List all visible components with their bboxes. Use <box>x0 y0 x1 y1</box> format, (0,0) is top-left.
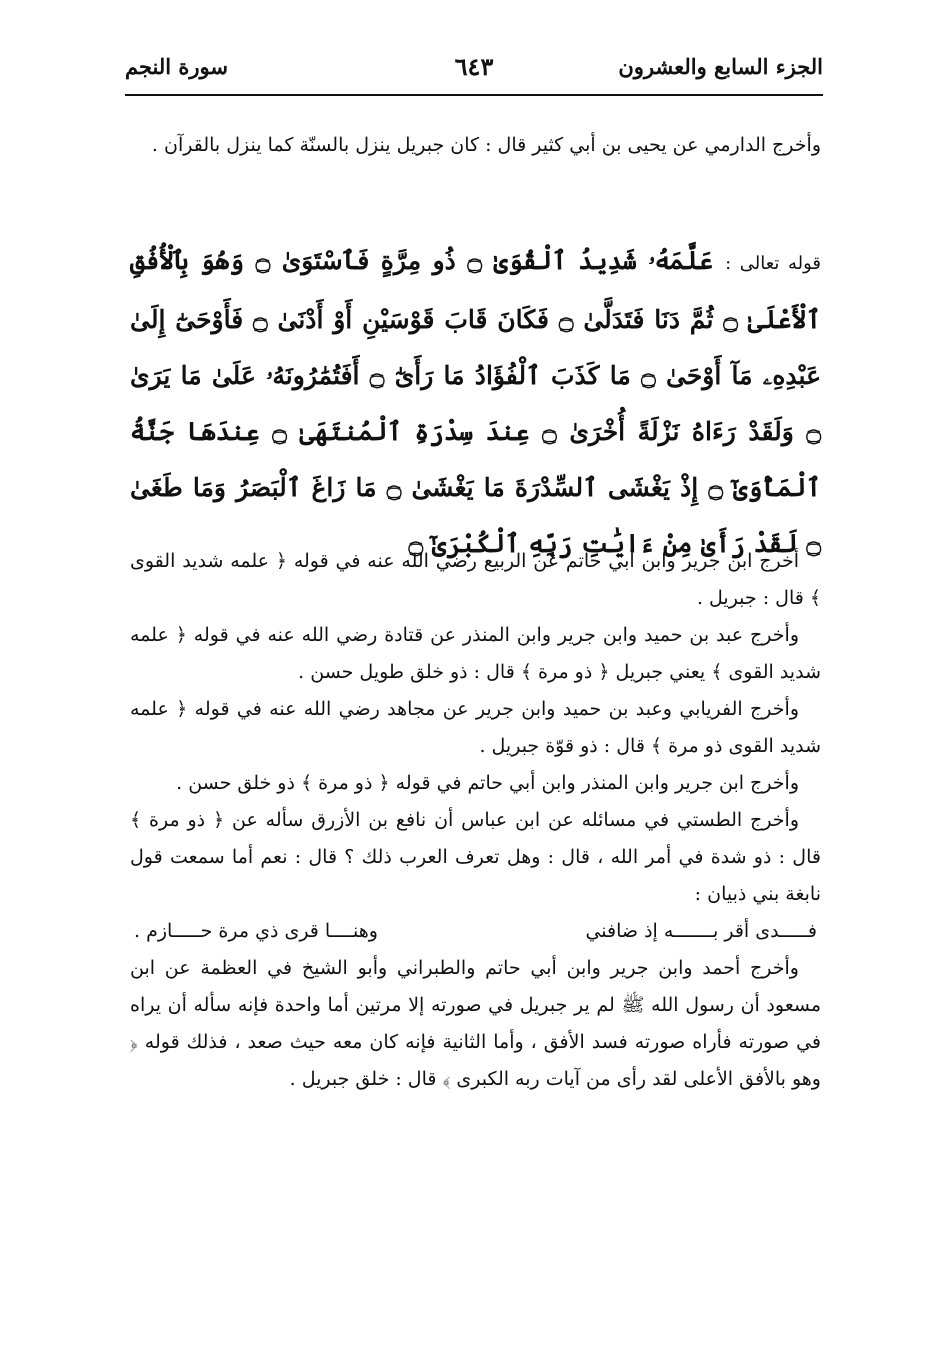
paragraph: وأخرج عبد بن حميد وابن جرير وابن المنذر عن قتادة رضي الله عنه في قوله ﴿ علمه شديد القوى ﴾ يعني جبريل ﴿ ذو مرة ﴾ قال : ذو خلق طويل حسن . <box>130 624 821 683</box>
poem-verse <box>130 913 821 950</box>
page-header <box>125 48 823 96</box>
paragraph: وأخرج الطستي في مسائله عن ابن عباس أن نافع بن الأزرق سأله عن ﴿ ذو مرة ﴾ قال : ذو شدة في أمر الله ، قال : وهل تعرف العرب ذلك ؟ قال : نعم أما سمعت قول نابغة بني ذبيان : <box>130 809 821 905</box>
paragraph: وأخرج أحمد وابن جرير وابن أبي حاتم والطبراني وأبو الشيخ في العظمة عن ابن مسعود أن رسول الله ﷺ لم ير جبريل في صورته إلا مرتين أما واحدة فإنه سأله أن يراه في صورته فأراه صورته فسد الأفق ، وأما الثانية فإنه كان معه حيث صعد ، فذلك قوله ﴿ وهو بالأفق الأعلى لقد رأى من آيات ربه الكبرى ﴾ قال : خلق جبريل . <box>130 957 821 1090</box>
intro-paragraph: وأخرج الدارمي عن يحيى بن أبي كثير قال : كان جبريل ينزل بالسنّة كما ينزل بالقرآن . <box>151 134 821 156</box>
poem-hemistich-left: وهنــــا قرى ذي مرة حـــــازم . <box>134 920 378 942</box>
surah-title: سورة النجم <box>125 54 229 79</box>
verse-intro: قوله تعالى : <box>725 253 821 274</box>
paragraph: وأخرج ابن جرير وابن المنذر وابن أبي حاتم في قوله ﴿ ذو مرة ﴾ ذو خلق حسن . <box>176 772 799 794</box>
paragraph: أخرج ابن جرير وابن أبي حاتم عن الربيع رضي الله عنه في قوله ﴿ علمه شديد القوى ﴾ قال : جبريل . <box>130 550 821 609</box>
part-title: الجزء السابع والعشرون <box>618 54 823 79</box>
verse-text: عَلَّمَهُۥ شَدِيدُ ٱلْقُوَىٰ ۝ ذُو مِرَّةٍ فَٱسْتَوَىٰ ۝ وَهُوَ بِٱلْأُفُقِ ٱلْأَعْلَىٰ ۝ ثُمَّ دَنَا فَتَدَلَّىٰ ۝ فَكَانَ قَابَ قَوْسَيْنِ أَوْ أَدْنَىٰ ۝ فَأَوْحَىٰٓ إِلَىٰ عَبْدِهِۦ مَآ أَوْحَىٰ ۝ مَا كَذَبَ ٱلْفُؤَادُ مَا رَأَىٰٓ ۝ أَفَتُمَٰرُونَهُۥ عَلَىٰ مَا يَرَىٰ ۝ وَلَقَدْ رَءَاهُ نَزْلَةً أُخْرَىٰ ۝ عِندَ سِدْرَةِ ٱلْمُنتَهَىٰ ۝ عِندَهَا جَنَّةُ ٱلْمَأْوَىٰٓ ۝ إِذْ يَغْشَى ٱلسِّدْرَةَ مَا يَغْشَىٰ ۝ مَا زَاغَ ٱلْبَصَرُ وَمَا طَغَىٰ ۝ لَقَدْ رَأَىٰ مِنْ ءَايَٰتِ رَبِّهِ ٱلْكُبْرَىٰٓ ۝ <box>130 246 821 558</box>
paragraph: وأخرج الفريابي وعبد بن حميد وابن جرير عن مجاهد رضي الله عنه في قوله ﴿ علمه شديد القوى ذو مرة ﴾ قال : ذو قوّة جبريل . <box>130 698 821 757</box>
quran-verses <box>130 233 821 572</box>
poem-hemistich-right: فـــــدى أقر بـــــــه إذ ضافني <box>585 920 817 942</box>
commentary-body <box>130 543 821 1098</box>
page-number: ٦٤٣ <box>454 52 494 81</box>
